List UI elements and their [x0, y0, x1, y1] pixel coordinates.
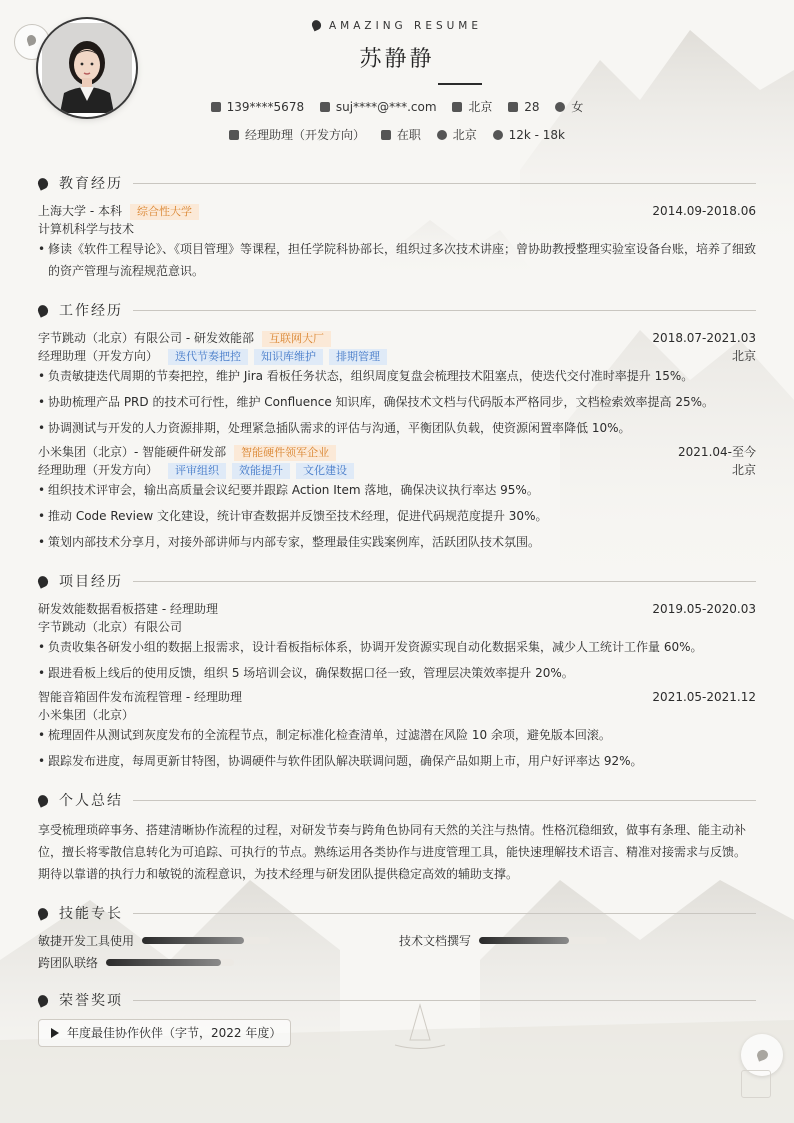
skill-name: 跨团队联络 — [38, 956, 99, 970]
summary-line: 位，擅长将零散信息转化为可追踪、可执行的节点。熟练运用各类协作与进度管理工具，能快速理解技术语言、精准对接需求与反馈。 — [38, 845, 747, 859]
section-label: 个人总结 — [59, 793, 123, 809]
section-work-title — [38, 300, 756, 320]
section-bullet-icon — [36, 176, 50, 190]
section-divider — [133, 581, 756, 582]
section-label: 项目经历 — [59, 574, 123, 590]
award-text: 年度最佳协作伙伴（字节，2022 年度） — [67, 1026, 282, 1040]
project-bullet: • 负责收集各研发小组的数据上报需求，设计看板指标体系，协调开发资源实现自动化数据采集，减少人工统计工作量 60%。 — [38, 636, 756, 658]
ink-drop-icon — [756, 1048, 770, 1061]
skill-bar-fill — [142, 937, 244, 944]
project-bullet: • 跟踪发布进度，每周更新甘特图，协调硬件与软件团队解决联调问题，确保产品如期上市，用户好评率达 92%。 — [38, 750, 756, 772]
brand-text: AMAZING RESUME — [328, 20, 483, 32]
award-item[interactable] — [38, 1019, 291, 1047]
status-item — [381, 126, 421, 143]
project-bullet: • 跟进看板上线后的使用反馈，组织 5 场培训会议，确保数据口径一致，管理层决策效率提升 20%。 — [38, 662, 756, 684]
project-date: 2019.05-2020.03 — [652, 602, 756, 616]
cake-icon — [508, 102, 518, 112]
company-tag: 互联网大厂 — [262, 331, 331, 347]
salary-item — [493, 128, 565, 142]
project-company: 小米集团（北京） — [38, 708, 135, 722]
section-divider — [133, 310, 756, 311]
skill-name: 敏捷开发工具使用 — [38, 934, 135, 948]
skill-bar — [142, 937, 270, 944]
section-bullet-icon — [36, 793, 50, 807]
email-text: suj****@***.com — [335, 100, 437, 114]
skill-tag: 文化建设 — [296, 463, 354, 479]
company-tag: 智能硬件领军企业 — [234, 445, 336, 461]
section-education-title — [38, 173, 756, 193]
intent-row — [0, 126, 794, 143]
phone-item — [211, 100, 304, 114]
project-date: 2021.05-2021.12 — [652, 690, 756, 704]
mail-icon — [320, 102, 330, 112]
phone-text: 139****5678 — [226, 100, 305, 114]
skill-name: 技术文档撰写 — [399, 934, 472, 948]
skill-tag: 评审组织 — [168, 463, 226, 479]
phone-icon — [211, 102, 221, 112]
home-icon — [452, 102, 462, 112]
job-date: 2021.04-至今 — [678, 445, 756, 459]
job-location: 北京 — [731, 463, 756, 477]
skill-bar — [106, 959, 234, 966]
project-company-row — [38, 706, 756, 724]
skill-bar — [479, 937, 607, 944]
project-name: 研发效能数据看板搭建 - 经理助理 — [38, 602, 218, 616]
job-role-row — [38, 347, 756, 365]
contact-row — [0, 98, 794, 115]
city-text: 北京 — [468, 100, 493, 114]
job-role: 经理助理（开发方向） — [38, 463, 159, 477]
section-summary-title — [38, 790, 756, 810]
brand-title — [0, 20, 794, 32]
section-divider — [133, 913, 756, 914]
job-header-row — [38, 329, 756, 347]
gender-text: 女 — [571, 100, 584, 114]
gender-item — [555, 98, 583, 115]
section-bullet-icon — [36, 993, 50, 1007]
major: 计算机科学与技术 — [38, 222, 135, 236]
project-header-row — [38, 688, 756, 706]
email-item — [320, 100, 437, 114]
education-date: 2014.09-2018.06 — [652, 204, 756, 218]
job-bullet: • 组织技术评审会，输出高质量会议纪要并跟踪 Action Item 落地，确保决议执行率达 95%。 — [38, 479, 756, 501]
section-bullet-icon — [36, 906, 50, 920]
salary-text: 12k - 18k — [508, 128, 565, 142]
school-name: 上海大学 - 本科 — [38, 204, 122, 218]
back-to-top-button[interactable] — [741, 1070, 771, 1098]
brand-icon — [310, 19, 322, 32]
section-label: 工作经历 — [59, 303, 123, 319]
summary-line: 享受梳理琐碎事务、搭建清晰协作流程的过程，对研发节奏与跨角色协同有天然的关注与热情。性格沉稳细致，做事有条理、能主动补 — [38, 823, 747, 837]
project-header-row — [38, 600, 756, 618]
position-item — [229, 126, 365, 143]
location-pin-icon — [437, 130, 447, 140]
city-item — [452, 98, 492, 115]
section-divider — [133, 1000, 756, 1001]
project-name: 智能音箱固件发布流程管理 - 经理助理 — [38, 690, 242, 704]
skill-tag: 迭代节奏把控 — [168, 349, 248, 365]
job-role: 经理助理（开发方向） — [38, 349, 159, 363]
section-divider — [133, 800, 756, 801]
job-bullet: • 负责敏捷迭代周期的节奏把控，维护 Jira 看板任务状态，组织周度复盘会梳理技术阻塞点，使迭代交付准时率提升 15%。 — [38, 365, 756, 387]
section-divider — [133, 183, 756, 184]
position-text: 经理助理（开发方向） — [245, 128, 366, 142]
send-icon — [229, 130, 239, 140]
project-bullet: • 梳理固件从测试到灰度发布的全流程节点，制定标准化检查清单，过滤潜在风险 10 余项，避免版本回滚。 — [38, 724, 756, 746]
job-date: 2018.07-2021.03 — [652, 331, 756, 345]
section-label: 教育经历 — [59, 176, 123, 192]
job-bullet: • 协助梳理产品 PRD 的技术可行性，维护 Confluence 知识库，确保技术文档与代码版本严格同步，文档检索效率提高 25%。 — [38, 391, 756, 413]
company-name: 字节跳动（北京）有限公司 - 研发效能部 — [38, 331, 254, 345]
gender-icon — [555, 102, 565, 112]
job-bullet: • 策划内部技术分享月，对接外部讲师与内部专家，整理最佳实践案例库，活跃团队技术氛围。 — [38, 531, 756, 553]
section-projects-title — [38, 571, 756, 591]
job-bullet: • 协调测试与开发的人力资源排期，处理紧急插队需求的评估与沟通，平衡团队负载，使资源闲置率降低 10%。 — [38, 417, 756, 439]
age-item — [508, 100, 539, 114]
summary-line: 期待以靠谱的执行力和敏锐的流程意识，为技术经理与研发团队提供稳定高效的辅助支撑。 — [38, 867, 519, 881]
job-role-row — [38, 461, 756, 479]
skill-bar-fill — [106, 959, 221, 966]
briefcase-icon — [381, 130, 391, 140]
job-location: 北京 — [731, 349, 756, 363]
expand-triangle-icon — [51, 1028, 59, 1038]
section-bullet-icon — [36, 574, 50, 588]
skill-tag: 效能提升 — [232, 463, 290, 479]
company-name: 小米集团（北京）- 智能硬件研发部 — [38, 445, 227, 459]
job-bullet: • 推动 Code Review 文化建设，统计审查数据并反馈至技术经理，促进代码规范度提升 30%。 — [38, 505, 756, 527]
money-icon — [493, 130, 503, 140]
school-tag: 综合性大学 — [130, 204, 199, 220]
candidate-name: 苏静静 — [359, 47, 435, 72]
project-company: 字节跳动（北京）有限公司 — [38, 620, 183, 634]
education-header-row — [38, 202, 756, 220]
section-skills-title — [38, 903, 756, 923]
skill-tag: 知识库维护 — [254, 349, 323, 365]
skill-bar-fill — [479, 937, 569, 944]
name-underline — [438, 83, 482, 85]
target-city-text: 北京 — [452, 128, 477, 142]
section-awards-title — [38, 990, 756, 1010]
section-label: 荣誉奖项 — [59, 993, 123, 1009]
age-text: 28 — [524, 100, 540, 114]
section-label: 技能专长 — [59, 906, 123, 922]
target-city-item — [437, 126, 477, 143]
project-company-row — [38, 618, 756, 636]
education-major-row — [38, 220, 756, 238]
section-bullet-icon — [36, 303, 50, 317]
job-header-row — [38, 443, 756, 461]
status-text: 在职 — [396, 128, 421, 142]
skill-tag: 排期管理 — [329, 349, 387, 365]
education-bullet: • 修读《软件工程导论》、《项目管理》等课程，担任学院科协部长，组织过多次技术讲座；曾协助教授整理实验室设备台账，培养了细致的资产管理与流程规范意识。 — [38, 238, 756, 282]
